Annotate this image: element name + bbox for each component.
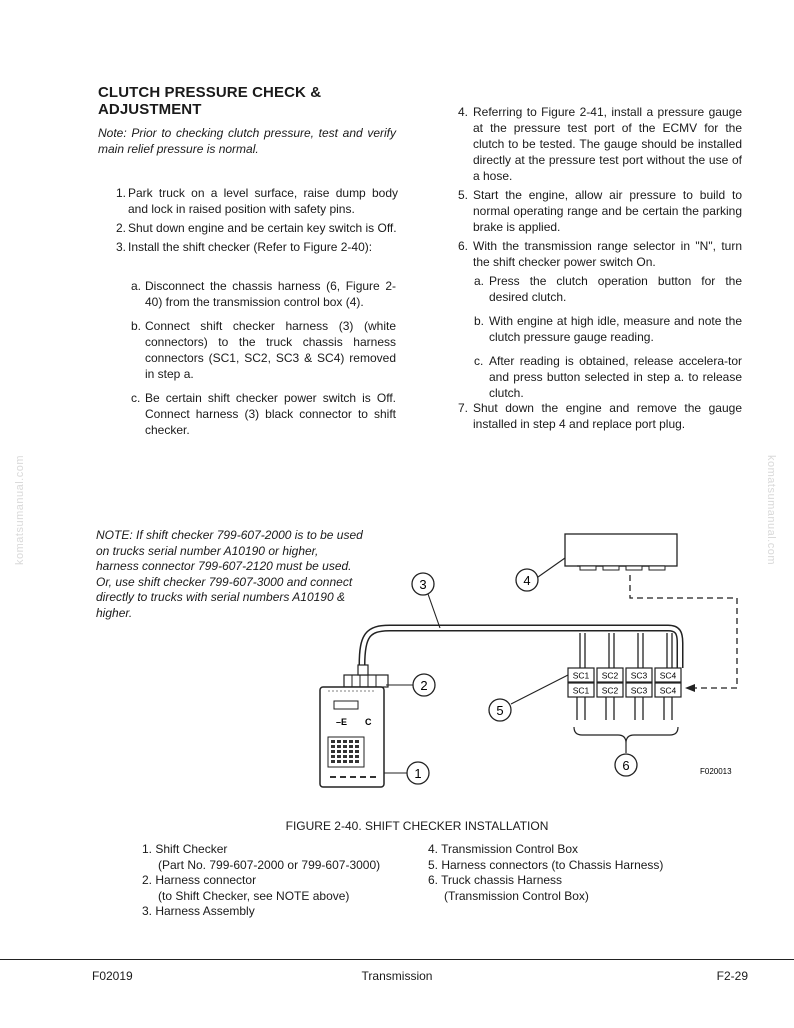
step-number: 6. [458,239,469,253]
footer-section: Transmission [361,969,433,983]
callout-5-label: 5 [496,703,504,718]
shift-checker-device [320,665,388,787]
substep-letter: c. [474,354,484,368]
section-title-line2: ADJUSTMENT [98,101,202,118]
right-final-step [458,400,742,435]
substep-letter: c. [131,391,141,405]
transmission-control-box [565,534,677,566]
substep-letter: b. [131,319,142,333]
legend-item: 2. Harness connector (to Shift Checker, see NOTE above) [142,873,350,903]
legend-left [142,842,412,920]
left-steps [116,185,398,258]
step-number: 4. [458,105,469,119]
connector-label: SC1 [572,685,590,696]
section-title-line1: CLUTCH PRESSURE CHECK & [98,84,322,101]
shift-checker-diagram [300,525,760,810]
chassis-connectors-row [568,683,681,697]
connector-label: SC2 [601,670,619,681]
step-text: Referring to Figure 2-41, install a pressure gauge at the pressure test port of the ECMV for the clutch to be tested. The gauge should be installed directly at the pressure test port without the use of a hose. [473,105,742,183]
harness-assembly-cable [362,628,680,668]
footer-doc-code: F02019 [92,969,133,983]
step-number: 3. [116,240,127,254]
figure-note: NOTE: If shift checker 799-607-2000 is to be used on trucks serial number A10190 or higher, harness connector 799-607-2120 must be used. Or, use shift checker 799-607-3000 and connect directly to trucks with serial numbers A10190 & higher. [96,528,363,620]
connector-label: SC1 [572,670,590,681]
list-item [474,353,742,401]
step-text: Install the shift checker (Refer to Figure 2-40): [128,240,373,254]
list-item [116,185,398,217]
list-item [458,400,742,432]
step-text: Shut down the engine and remove the gauge installed in step 4 and replace port plug. [473,401,742,431]
list-item [458,104,742,184]
step-number: 2. [116,221,127,235]
callout-3-label: 3 [419,577,427,592]
legend-item: 3. Harness Assembly [142,904,255,918]
list-item [131,318,396,382]
substep-text: After reading is obtained, release accelera-tor and press button selected in step a. to release clutch. [489,354,742,400]
list-item [116,239,398,255]
step-text: Park truck on a level surface, raise dump body and lock in raised position with safety pins. [128,186,398,216]
arrow-head [685,684,695,692]
substep-text: With engine at high idle, measure and note the clutch pressure gauge reading. [489,314,742,344]
step-text: Start the engine, allow air pressure to build to normal operating range and be certain the parking brake is applied. [473,188,742,234]
callout-4-label: 4 [523,573,531,588]
figure-code: F020013 [700,767,732,776]
legend-right [428,842,728,904]
watermark-right: komatsumanual.com [765,455,777,565]
legend-item: 4. Transmission Control Box [428,842,579,856]
connector-label: SC3 [630,670,648,681]
list-item [131,390,396,438]
substep-letter: b. [474,314,485,328]
connector-label: SC3 [630,685,648,696]
step-number: 7. [458,401,469,415]
svg-text:C: C [365,717,372,727]
callout-leader-lines [384,558,568,773]
legend-item: 5. Harness connectors (to Chassis Harness) [428,857,664,872]
white-connectors-row [568,668,681,682]
callout-1-label: 1 [414,766,422,781]
step-number: 5. [458,188,469,202]
callout-6-label: 6 [622,758,630,773]
list-item [131,278,396,310]
connector-label: SC2 [601,685,619,696]
right-steps [458,104,742,273]
step-number: 1. [116,186,127,200]
figure-caption: FIGURE 2-40. SHIFT CHECKER INSTALLATION [285,819,549,833]
footer-rule [0,959,794,960]
svg-text:–E: –E [336,717,348,727]
substep-text: Connect shift checker harness (3) (white connectors) to the truck chassis harness connectors (SC1, SC2, SC3 & SC4) removed in step a. [145,319,396,381]
step-text: With the transmission range selector in "N", turn the shift checker power switch On. [473,239,742,269]
legend-item: 1. Shift Checker (Part No. 799-607-2000 or 799-607-3000) [142,842,381,872]
connector-label: SC4 [659,670,677,681]
callout-2-label: 2 [420,678,428,693]
left-substeps [131,278,396,446]
harness-brace [574,727,678,743]
right-substeps [474,273,742,409]
harness-branch-wires [580,633,672,668]
list-item [458,238,742,270]
list-item [474,273,742,305]
substep-text: Press the clutch operation button for the desired clutch. [489,274,742,304]
list-item [474,313,742,345]
connector-label: SC4 [659,685,677,696]
watermark-left: komatsumanual.com [14,455,26,565]
substep-letter: a. [131,279,142,293]
list-item [116,220,398,236]
footer-page-number: F2-29 [716,969,748,983]
substep-letter: a. [474,274,485,288]
intro-note: Note: Prior to checking clutch pressure, test and verify main relief pressure is normal. [98,126,396,156]
substep-text: Be certain shift checker power switch is Off. Connect harness (3) black connector to shift checker. [145,391,396,437]
list-item [458,187,742,235]
chassis-harness-wires [577,697,672,720]
section-title [98,84,398,118]
substep-text: Disconnect the chassis harness (6, Figure 2-40) from the transmission control box (4). [145,279,396,309]
step-text: Shut down engine and be certain key switch is Off. [128,221,397,235]
legend-item: 6. Truck chassis Harness (Transmission Control Box) [428,873,589,903]
